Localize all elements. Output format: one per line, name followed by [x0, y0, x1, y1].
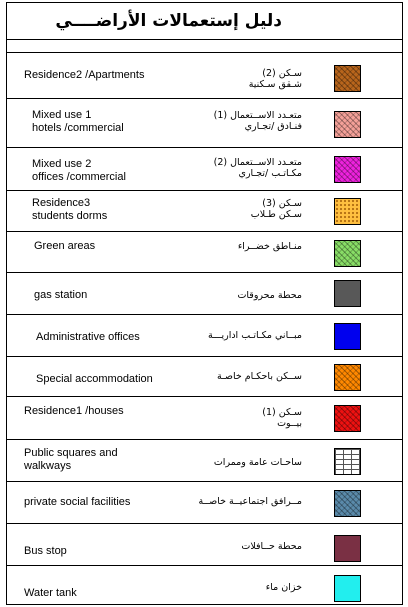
english-label: Residence1 /houses — [24, 405, 124, 417]
arabic-label: منـاطق خضــراء — [237, 241, 302, 252]
legend-row — [7, 273, 402, 315]
arabic-label: مــرافق اجتماعيــة خاصــة — [198, 496, 302, 507]
arabic-label: ساحـات عامة وممرات — [213, 457, 302, 468]
english-label: Residence3 students dorms — [32, 197, 108, 222]
legend-row — [7, 440, 402, 482]
legend-row — [7, 524, 402, 566]
color-swatch — [334, 280, 361, 307]
english-label: Public squares and walkways — [24, 447, 118, 472]
english-label: gas station — [34, 289, 88, 301]
arabic-label: سـكن (3) سـكن طـلاب — [250, 198, 302, 220]
color-swatch — [334, 323, 361, 350]
color-swatch — [334, 198, 361, 225]
color-swatch — [334, 448, 361, 475]
land-use-legend — [6, 2, 403, 605]
color-swatch — [334, 111, 361, 138]
arabic-label: خزان ماء — [265, 582, 302, 593]
color-swatch — [334, 156, 361, 183]
color-swatch — [334, 490, 361, 517]
legend-row — [7, 148, 402, 191]
color-swatch — [334, 535, 361, 562]
english-label: Water tank — [24, 587, 77, 599]
legend-row — [7, 99, 402, 148]
arabic-label: محطة حــافلات — [241, 541, 302, 552]
legend-row — [7, 566, 402, 604]
arabic-label: سـكن (1) بيــوت — [262, 407, 302, 429]
english-label: Special accommodation — [36, 373, 153, 385]
legend-row — [7, 482, 402, 524]
legend-row — [7, 53, 402, 99]
arabic-label: متعـدد الاســتعمال (1) فنـادق /تجـاري — [213, 110, 302, 132]
arabic-label: سـكن (2) شـقق سـكنية — [248, 68, 302, 90]
english-label: Mixed use 1 hotels /commercial — [32, 109, 124, 134]
legend-title: دليل إستعمالات الأراضــــي — [55, 11, 282, 31]
english-label: Green areas — [34, 240, 96, 252]
arabic-label: ســكن باحكـام خاصـة — [217, 371, 302, 382]
arabic-label: مبــاني مكـاتـب اداريـــة — [208, 330, 302, 341]
english-label: Administrative offices — [36, 331, 140, 343]
legend-row — [7, 191, 402, 232]
english-label: Residence2 /Apartments — [24, 69, 145, 81]
arabic-label: متعـدد الاســتعمال (2) مكـاتـب /تجـاري — [213, 157, 302, 179]
english-label: Mixed use 2 offices /commercial — [32, 158, 126, 183]
color-swatch — [334, 364, 361, 391]
english-label: Bus stop — [24, 545, 67, 557]
legend-spacer-row — [7, 40, 402, 53]
legend-row — [7, 397, 402, 440]
legend-row — [7, 357, 402, 397]
color-swatch — [334, 405, 361, 432]
color-swatch — [334, 240, 361, 267]
arabic-label: محطة محروقات — [237, 290, 302, 301]
english-label: private social facilities — [24, 496, 131, 508]
legend-row — [7, 315, 402, 357]
legend-title-row — [7, 3, 402, 40]
legend-row — [7, 232, 402, 273]
color-swatch — [334, 65, 361, 92]
color-swatch — [334, 575, 361, 602]
